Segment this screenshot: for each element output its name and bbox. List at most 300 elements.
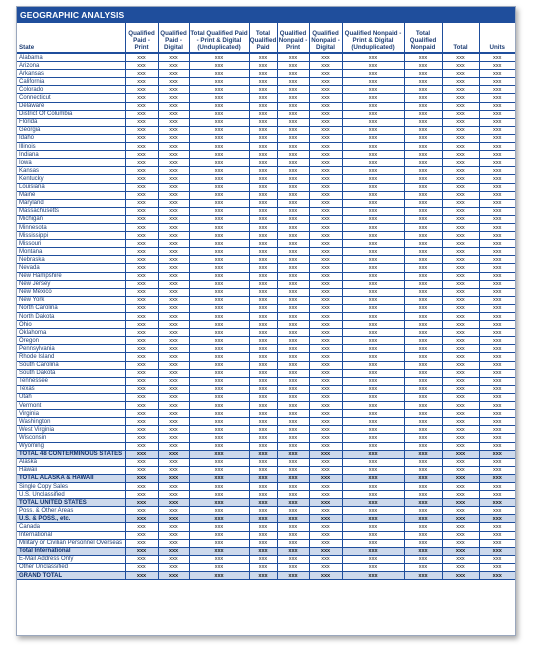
table-cell: xxx [158, 377, 189, 385]
row-label: U.S. Unclassified [17, 491, 125, 499]
table-cell: xxx [189, 345, 249, 353]
table-cell: xxx [479, 191, 515, 199]
table-cell: xxx [277, 304, 309, 312]
table-cell: xxx [158, 118, 189, 126]
table-cell: xxx [404, 369, 442, 377]
table-cell: xxx [249, 418, 277, 426]
table-row [17, 482, 515, 490]
header-row [17, 23, 515, 53]
table-row [17, 143, 515, 151]
table-cell: xxx [309, 482, 342, 490]
table-cell: xxx [189, 175, 249, 183]
table-cell: xxx [404, 410, 442, 418]
table-cell: xxx [442, 345, 479, 353]
table-cell: xxx [249, 232, 277, 240]
table-cell: xxx [249, 304, 277, 312]
column-header: Qualified Nonpaid - Print & Digital (Unduplicated) [342, 23, 404, 53]
table-cell: xxx [309, 531, 342, 539]
table-cell: xxx [479, 110, 515, 118]
table-cell: xxx [309, 321, 342, 329]
row-label: Missouri [17, 240, 125, 248]
table-cell: xxx [158, 385, 189, 393]
table-cell: xxx [479, 345, 515, 353]
table-cell: xxx [404, 458, 442, 466]
table-cell: xxx [309, 385, 342, 393]
table-cell: xxx [309, 53, 342, 62]
table-cell: xxx [404, 215, 442, 223]
table-cell: xxx [309, 126, 342, 134]
row-label: Utah [17, 393, 125, 401]
table-cell: xxx [342, 175, 404, 183]
table-cell: xxx [125, 563, 158, 571]
row-label: Total International [17, 547, 125, 555]
table-cell: xxx [479, 402, 515, 410]
table-cell: xxx [479, 563, 515, 571]
table-cell: xxx [277, 126, 309, 134]
table-cell: xxx [158, 167, 189, 175]
table-cell: xxx [479, 288, 515, 296]
table-row [17, 410, 515, 418]
table-cell: xxx [309, 78, 342, 86]
table-cell: xxx [442, 296, 479, 304]
table-cell: xxx [342, 353, 404, 361]
table-cell: xxx [249, 183, 277, 191]
column-header: State [17, 23, 125, 53]
table-row [17, 240, 515, 248]
table-row [17, 215, 515, 223]
table-cell: xxx [479, 523, 515, 531]
table-cell: xxx [158, 232, 189, 240]
table-cell: xxx [189, 143, 249, 151]
table-cell: xxx [189, 482, 249, 490]
table-cell: xxx [342, 474, 404, 482]
table-cell: xxx [158, 337, 189, 345]
row-label: Kentucky [17, 175, 125, 183]
row-label: Rhode Island [17, 353, 125, 361]
table-cell: xxx [189, 361, 249, 369]
table-cell: xxx [404, 402, 442, 410]
table-row [17, 53, 515, 62]
table-cell: xxx [189, 393, 249, 401]
table-cell: xxx [189, 507, 249, 515]
table-cell: xxx [479, 482, 515, 490]
table-cell: xxx [249, 207, 277, 215]
table-cell: xxx [158, 329, 189, 337]
table-row [17, 288, 515, 296]
table-cell: xxx [158, 151, 189, 159]
table-row [17, 466, 515, 474]
table-cell: xxx [309, 272, 342, 280]
table-cell: xxx [125, 272, 158, 280]
table-cell: xxx [125, 491, 158, 499]
table-cell: xxx [125, 442, 158, 450]
table-cell: xxx [404, 134, 442, 142]
table-cell: xxx [249, 345, 277, 353]
table-cell: xxx [125, 434, 158, 442]
table-cell: xxx [249, 361, 277, 369]
table-cell: xxx [342, 143, 404, 151]
table-cell: xxx [342, 321, 404, 329]
table-cell: xxx [125, 304, 158, 312]
table-cell: xxx [442, 426, 479, 434]
table-cell: xxx [189, 329, 249, 337]
table-cell: xxx [479, 183, 515, 191]
table-cell: xxx [309, 304, 342, 312]
table-cell: xxx [404, 482, 442, 490]
table-cell: xxx [342, 207, 404, 215]
table-cell: xxx [404, 434, 442, 442]
table-cell: xxx [125, 345, 158, 353]
table-row [17, 62, 515, 70]
row-label: Connecticut [17, 94, 125, 102]
row-label: Wyoming [17, 442, 125, 450]
table-cell: xxx [442, 191, 479, 199]
row-label: New Mexico [17, 288, 125, 296]
table-cell: xxx [442, 86, 479, 94]
table-cell: xxx [342, 94, 404, 102]
table-cell: xxx [249, 572, 277, 580]
table-cell: xxx [189, 450, 249, 458]
table-cell: xxx [277, 110, 309, 118]
table-row [17, 94, 515, 102]
row-label: Nevada [17, 264, 125, 272]
table-cell: xxx [277, 385, 309, 393]
table-cell: xxx [309, 418, 342, 426]
table-cell: xxx [479, 410, 515, 418]
table-cell: xxx [158, 442, 189, 450]
table-cell: xxx [189, 369, 249, 377]
table-cell: xxx [249, 482, 277, 490]
row-label: Montana [17, 248, 125, 256]
table-cell: xxx [125, 321, 158, 329]
table-cell: xxx [277, 86, 309, 94]
table-row [17, 296, 515, 304]
table-cell: xxx [342, 572, 404, 580]
table-cell: xxx [189, 199, 249, 207]
table-cell: xxx [125, 507, 158, 515]
table-cell: xxx [189, 442, 249, 450]
table-cell: xxx [404, 329, 442, 337]
table-cell: xxx [479, 143, 515, 151]
table-cell: xxx [125, 183, 158, 191]
table-cell: xxx [442, 572, 479, 580]
table-cell: xxx [404, 515, 442, 523]
table-row [17, 134, 515, 142]
table-cell: xxx [249, 296, 277, 304]
table-cell: xxx [158, 321, 189, 329]
table-cell: xxx [249, 70, 277, 78]
table-cell: xxx [158, 507, 189, 515]
table-cell: xxx [189, 167, 249, 175]
table-cell: xxx [404, 264, 442, 272]
table-cell: xxx [342, 272, 404, 280]
row-label: District Of Columbia [17, 110, 125, 118]
table-cell: xxx [158, 70, 189, 78]
table-cell: xxx [309, 434, 342, 442]
table-cell: xxx [125, 547, 158, 555]
geographic-table [17, 23, 515, 580]
table-cell: xxx [309, 369, 342, 377]
table-cell: xxx [442, 175, 479, 183]
table-cell: xxx [404, 385, 442, 393]
table-cell: xxx [442, 143, 479, 151]
table-cell: xxx [277, 466, 309, 474]
table-cell: xxx [125, 86, 158, 94]
table-cell: xxx [249, 134, 277, 142]
table-cell: xxx [309, 215, 342, 223]
table-cell: xxx [277, 223, 309, 231]
table-cell: xxx [125, 296, 158, 304]
table-row [17, 377, 515, 385]
table-cell: xxx [125, 410, 158, 418]
table-cell: xxx [309, 264, 342, 272]
table-cell: xxx [404, 159, 442, 167]
table-cell: xxx [125, 167, 158, 175]
table-cell: xxx [404, 563, 442, 571]
table-cell: xxx [342, 523, 404, 531]
table-cell: xxx [342, 507, 404, 515]
table-cell: xxx [277, 450, 309, 458]
table-cell: xxx [442, 353, 479, 361]
table-cell: xxx [249, 199, 277, 207]
table-cell: xxx [158, 563, 189, 571]
table-cell: xxx [249, 62, 277, 70]
table-cell: xxx [404, 337, 442, 345]
table-cell: xxx [479, 78, 515, 86]
table-cell: xxx [125, 313, 158, 321]
table-cell: xxx [277, 53, 309, 62]
table-cell: xxx [189, 321, 249, 329]
table-cell: xxx [342, 62, 404, 70]
table-cell: xxx [404, 240, 442, 248]
table-cell: xxx [125, 143, 158, 151]
table-cell: xxx [158, 296, 189, 304]
table-cell: xxx [404, 491, 442, 499]
table-cell: xxx [479, 175, 515, 183]
row-label: TOTAL 48 CONTERMINOUS STATES [17, 450, 125, 458]
table-cell: xxx [158, 491, 189, 499]
table-row [17, 507, 515, 515]
table-cell: xxx [277, 151, 309, 159]
table-cell: xxx [249, 515, 277, 523]
table-cell: xxx [404, 499, 442, 507]
row-label: Indiana [17, 151, 125, 159]
table-cell: xxx [442, 264, 479, 272]
table-cell: xxx [342, 110, 404, 118]
table-cell: xxx [442, 547, 479, 555]
table-cell: xxx [277, 288, 309, 296]
table-cell: xxx [442, 126, 479, 134]
table-cell: xxx [309, 442, 342, 450]
table-cell: xxx [404, 143, 442, 151]
table-cell: xxx [442, 329, 479, 337]
table-cell: xxx [249, 329, 277, 337]
table-cell: xxx [404, 313, 442, 321]
table-cell: xxx [342, 296, 404, 304]
table-row [17, 313, 515, 321]
table-row [17, 151, 515, 159]
table-cell: xxx [404, 280, 442, 288]
table-cell: xxx [479, 353, 515, 361]
table-cell: xxx [479, 450, 515, 458]
table-cell: xxx [479, 418, 515, 426]
table-cell: xxx [442, 458, 479, 466]
table-cell: xxx [442, 466, 479, 474]
table-cell: xxx [189, 353, 249, 361]
table-cell: xxx [309, 410, 342, 418]
row-label: Georgia [17, 126, 125, 134]
table-cell: xxx [309, 313, 342, 321]
table-cell: xxx [125, 385, 158, 393]
table-cell: xxx [189, 118, 249, 126]
table-row [17, 256, 515, 264]
table-cell: xxx [277, 175, 309, 183]
table-cell: xxx [442, 62, 479, 70]
table-cell: xxx [125, 458, 158, 466]
table-cell: xxx [309, 547, 342, 555]
table-cell: xxx [125, 240, 158, 248]
table-cell: xxx [249, 175, 277, 183]
table-cell: xxx [309, 499, 342, 507]
row-label: Arkansas [17, 70, 125, 78]
row-label: New Jersey [17, 280, 125, 288]
table-cell: xxx [189, 280, 249, 288]
table-cell: xxx [189, 240, 249, 248]
table-cell: xxx [309, 329, 342, 337]
table-cell: xxx [442, 78, 479, 86]
table-cell: xxx [479, 86, 515, 94]
table-cell: xxx [342, 70, 404, 78]
row-label: TOTAL ALASKA & HAWAII [17, 474, 125, 482]
table-cell: xxx [158, 78, 189, 86]
table-cell: xxx [404, 167, 442, 175]
table-cell: xxx [442, 507, 479, 515]
table-cell: xxx [189, 572, 249, 580]
table-cell: xxx [309, 62, 342, 70]
table-cell: xxx [249, 434, 277, 442]
table-cell: xxx [125, 499, 158, 507]
table-cell: xxx [479, 547, 515, 555]
row-label: Alabama [17, 53, 125, 62]
table-cell: xxx [249, 288, 277, 296]
table-cell: xxx [479, 159, 515, 167]
table-cell: xxx [249, 191, 277, 199]
table-cell: xxx [479, 70, 515, 78]
table-row [17, 78, 515, 86]
table-cell: xxx [277, 167, 309, 175]
table-cell: xxx [404, 183, 442, 191]
table-cell: xxx [189, 337, 249, 345]
table-cell: xxx [277, 199, 309, 207]
table-cell: xxx [277, 410, 309, 418]
table-cell: xxx [249, 126, 277, 134]
row-label: West Virginia [17, 426, 125, 434]
table-cell: xxx [404, 118, 442, 126]
table-cell: xxx [125, 110, 158, 118]
table-cell: xxx [277, 207, 309, 215]
table-cell: xxx [342, 118, 404, 126]
table-cell: xxx [158, 555, 189, 563]
table-cell: xxx [158, 523, 189, 531]
table-cell: xxx [342, 547, 404, 555]
table-cell: xxx [125, 256, 158, 264]
table-cell: xxx [189, 232, 249, 240]
table-cell: xxx [189, 151, 249, 159]
total-row [17, 474, 515, 482]
table-cell: xxx [342, 183, 404, 191]
table-cell: xxx [479, 126, 515, 134]
table-cell: xxx [249, 102, 277, 110]
table-cell: xxx [442, 515, 479, 523]
table-cell: xxx [189, 62, 249, 70]
table-cell: xxx [125, 377, 158, 385]
table-cell: xxx [158, 539, 189, 547]
table-cell: xxx [404, 426, 442, 434]
table-cell: xxx [189, 555, 249, 563]
table-cell: xxx [189, 296, 249, 304]
table-cell: xxx [277, 118, 309, 126]
table-cell: xxx [404, 345, 442, 353]
table-cell: xxx [158, 53, 189, 62]
table-cell: xxx [189, 256, 249, 264]
table-row [17, 337, 515, 345]
table-cell: xxx [189, 126, 249, 134]
row-label: Canada [17, 523, 125, 531]
table-cell: xxx [189, 207, 249, 215]
table-cell: xxx [342, 531, 404, 539]
row-label: Vermont [17, 402, 125, 410]
table-cell: xxx [309, 572, 342, 580]
table-row [17, 70, 515, 78]
table-cell: xxx [342, 167, 404, 175]
table-cell: xxx [309, 143, 342, 151]
table-cell: xxx [479, 491, 515, 499]
table-cell: xxx [189, 313, 249, 321]
table-cell: xxx [189, 515, 249, 523]
table-row [17, 402, 515, 410]
table-cell: xxx [309, 70, 342, 78]
table-cell: xxx [249, 369, 277, 377]
column-header: Units [479, 23, 515, 53]
table-cell: xxx [277, 491, 309, 499]
table-cell: xxx [309, 134, 342, 142]
table-cell: xxx [249, 337, 277, 345]
table-cell: xxx [125, 53, 158, 62]
table-cell: xxx [189, 377, 249, 385]
table-cell: xxx [158, 426, 189, 434]
table-cell: xxx [249, 280, 277, 288]
table-cell: xxx [309, 86, 342, 94]
table-cell: xxx [442, 418, 479, 426]
table-cell: xxx [479, 264, 515, 272]
table-cell: xxx [249, 256, 277, 264]
table-cell: xxx [309, 337, 342, 345]
table-cell: xxx [442, 369, 479, 377]
table-cell: xxx [309, 402, 342, 410]
row-label: Oregon [17, 337, 125, 345]
table-cell: xxx [342, 134, 404, 142]
table-cell: xxx [158, 102, 189, 110]
table-cell: xxx [309, 175, 342, 183]
table-cell: xxx [342, 491, 404, 499]
table-cell: xxx [277, 426, 309, 434]
table-cell: xxx [442, 248, 479, 256]
column-header: Total Qualified Paid - Print & Digital (Unduplicated) [189, 23, 249, 53]
table-cell: xxx [125, 523, 158, 531]
table-cell: xxx [404, 207, 442, 215]
row-label: Colorado [17, 86, 125, 94]
table-cell: xxx [125, 248, 158, 256]
